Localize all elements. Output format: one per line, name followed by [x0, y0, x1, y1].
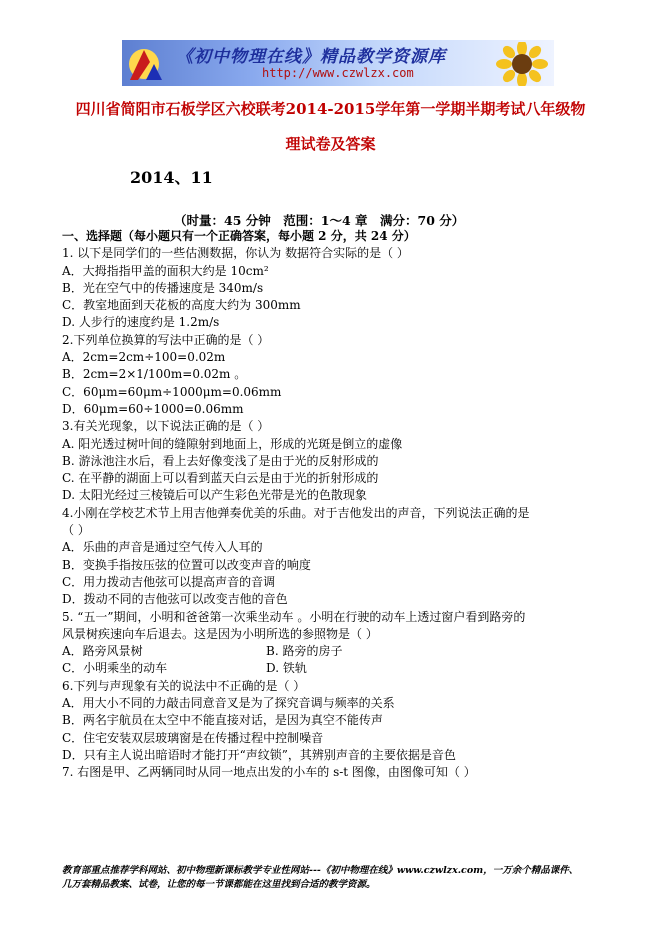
document-title-line-2: 理试卷及答案	[285, 135, 376, 153]
text-line: A．乐曲的声音是通过空气传入人耳的	[62, 540, 263, 555]
text-line: C. 在平静的湖面上可以看到蓝天白云是由于光的折射形成的	[62, 471, 379, 486]
option-row	[62, 660, 602, 677]
text-line: C．住宅安装双层玻璃窗是在传播过程中控制噪音	[62, 730, 324, 745]
text-line: D．只有主人说出暗语时才能打开“声纹锁”，其辨别声音的主要依据是音色	[62, 747, 456, 762]
text-line: D. 太阳光经过三棱镜后可以产生彩色光带是光的色散现象	[62, 488, 367, 503]
text-line: 2.下列单位换算的写法中正确的是（ ）	[62, 332, 270, 347]
text-line: B. 游泳池注水后，看上去好像变浅了是由于光的反射形成的	[62, 453, 379, 468]
section-heading: 一、选择题（每小题只有一个正确答案，每小题 2 分，共 24 分）	[62, 229, 416, 243]
text-line: 7. 右图是甲、乙两辆同时从同一地点出发的小车的 s-t 图像，由图像可知（ ）	[62, 765, 476, 780]
text-line: B．两名宇航员在太空中不能直接对话，是因为真空不能传声	[62, 713, 383, 728]
option-text: C．小明乘坐的动车	[62, 661, 168, 676]
exam-info: （时量：45 分钟 范围：1～4 章 满分：70 分）	[174, 213, 465, 228]
text-line: A. 阳光透过树叶间的缝隙射到地面上，形成的光斑是倒立的虚像	[62, 436, 403, 451]
text-line: C．60μm=60μm÷1000μm=0.06mm	[62, 384, 282, 399]
text-line: 5. “五一”期间，小明和爸爸第一次乘坐动车 。小明在行驶的动车上透过窗户看到路旁的	[62, 609, 526, 624]
text-line: D．60μm=60÷1000=0.06mm	[62, 401, 244, 416]
footer-line-1: 教育部重点推荐学科网站、初中物理新课标教学专业性网站---《初中物理在线》www.czwlzx.com，一万余个精品课件、	[62, 865, 579, 876]
text-line: A．用大小不同的力敲击同意音叉是为了探究音调与频率的关系	[62, 696, 395, 711]
text-line: B．2cm=2×1/100m=0.02m 。	[62, 367, 247, 382]
document-title-line-1: 四川省简阳市石板学区六校联考2014-2015学年第一学期半期考试八年级物	[75, 100, 586, 118]
text-line: B．变换手指按压弦的位置可以改变声音的响度	[62, 557, 311, 572]
question-list	[62, 228, 602, 782]
footer-line-2: 几万套精品教案、试卷，让您的每一节课都能在这里找到合适的教学资源。	[62, 879, 376, 890]
text-line: C．用力拨动吉他弦可以提高声音的音调	[62, 574, 276, 589]
text-line: 4.小刚在学校艺术节上用吉他弹奏优美的乐曲。对于吉他发出的声音，下列说法正确的是	[62, 505, 530, 520]
banner-url: http://www.czwlzx.com	[262, 66, 414, 80]
text-line: A．2cm=2cm÷100=0.02m	[62, 350, 226, 365]
text-line: D. 人步行的速度约是 1.2m/s	[62, 315, 220, 330]
text-line: C．教室地面到天花板的高度大约为 300mm	[62, 298, 301, 313]
page-footer	[62, 864, 578, 892]
text-line: 3.有关光现象，以下说法正确的是（ ）	[62, 419, 270, 434]
option-row	[62, 643, 602, 660]
text-line: D．拨动不同的吉他弦可以改变吉他的音色	[62, 592, 288, 607]
exam-date: 2014、11	[130, 168, 213, 187]
option-text: A．路旁风景树	[62, 644, 143, 659]
site-logo-icon	[124, 42, 168, 84]
text-line: A．大拇指指甲盖的面积大约是 10cm²	[62, 263, 269, 278]
text-line: （ ）	[62, 523, 90, 538]
text-line: B．光在空气中的传播速度是 340m/s	[62, 280, 264, 295]
text-line: 6.下列与声现象有关的说法中不正确的是（ ）	[62, 678, 306, 693]
option-text: B. 路旁的房子	[266, 644, 343, 659]
text-line: 风景树疾速向车后退去。这是因为小明所选的参照物是（ ）	[62, 626, 378, 641]
sunflower-icon	[496, 42, 548, 86]
option-text: D. 铁轨	[266, 661, 307, 676]
banner-title: 《初中物理在线》精品教学资源库	[176, 47, 446, 67]
text-line: 1. 以下是同学们的一些估测数据，你认为 数据符合实际的是（ ）	[62, 246, 409, 261]
header-banner	[122, 40, 554, 86]
